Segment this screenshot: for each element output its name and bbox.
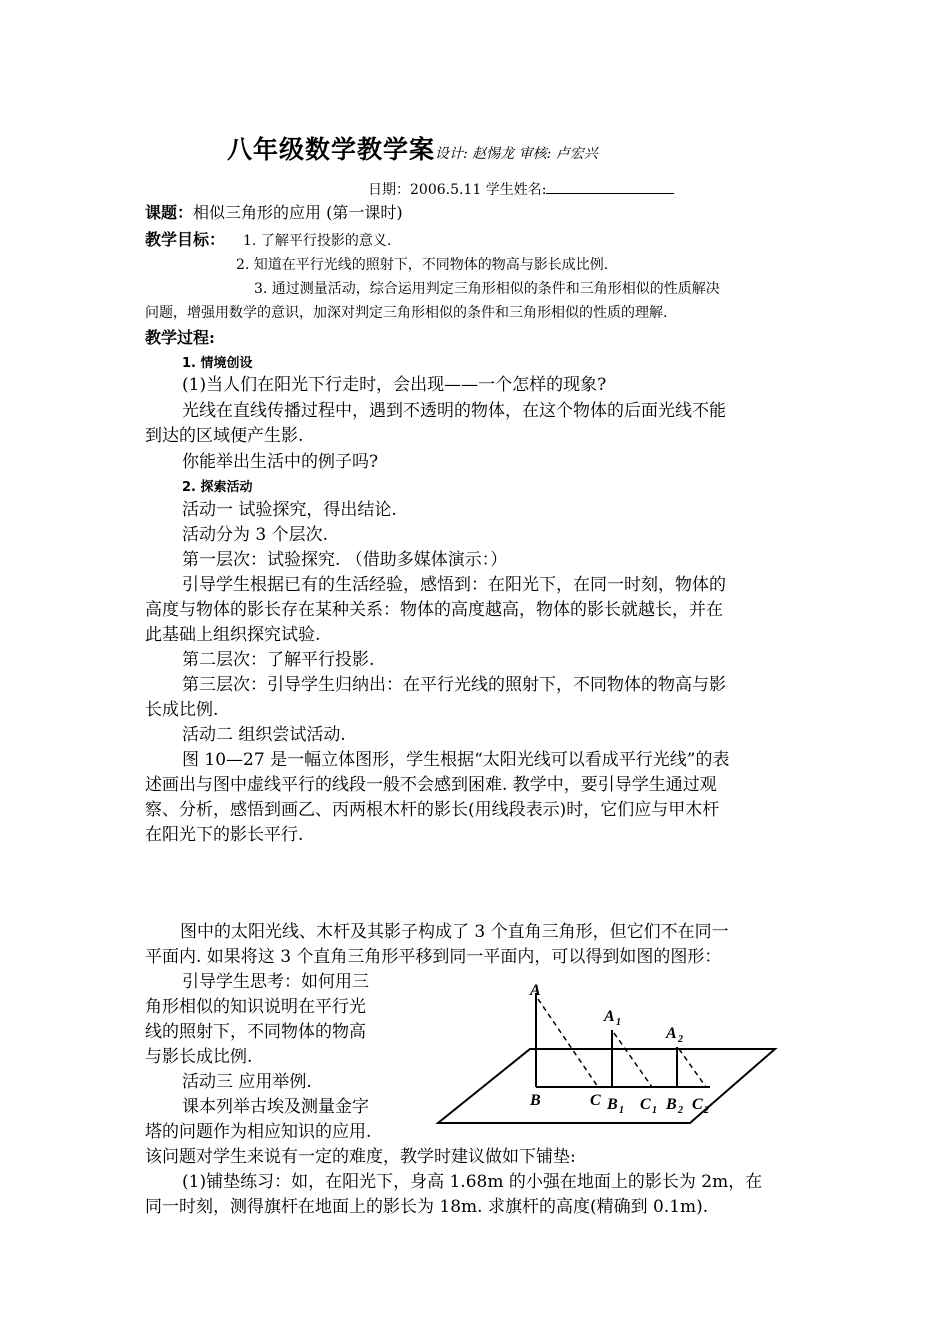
activity-1-f2: 长成比例.	[145, 700, 219, 720]
question-1b: 平面内. 如果将这 3 个直角三角形平移到同一平面内，可以得到如图的图形：	[145, 947, 722, 967]
label-C2-sub: 2	[704, 1105, 709, 1116]
activity-1: 活动一 试验探究，得出结论.	[182, 500, 397, 520]
activity-1-f1: 第三层次：引导学生归纳出：在平行光线的照射下，不同物体的物高与影	[182, 675, 726, 695]
label-B1-sub: 1	[619, 1105, 624, 1116]
think-4: 与影长成比例.	[145, 1047, 253, 1067]
label-B2: B	[666, 1096, 677, 1113]
label-B2-sub: 2	[678, 1105, 683, 1116]
think-2: 角形相似的知识说明在平行光	[145, 997, 366, 1017]
exercise-1b: 同一时刻，测得旗杆在地面上的影长为 18m. 求旗杆的高度(精确到 0.1m).	[145, 1197, 709, 1217]
exercise-1a: (1)铺垫练习：如，在阳光下，身高 1.68m 的小强在地面上的影长为 2m，在	[182, 1172, 763, 1192]
para-3: 你能举出生活中的例子吗?	[182, 452, 379, 472]
label-A2: A	[666, 1025, 677, 1042]
label-A: A	[530, 982, 541, 999]
ray-AC	[538, 999, 598, 1087]
label-B: B	[530, 1092, 541, 1109]
goal-2: 2. 知道在平行光线的照射下，不同物体的物高与影长成比例.	[236, 257, 609, 273]
para-2b: 到达的区域便产生影.	[145, 426, 304, 446]
date-and-student: 日期：2006.5.11 学生姓名:	[368, 182, 547, 198]
topic-label: 课题：	[145, 203, 194, 222]
activity-3-b3: 该问题对学生来说有一定的难度，教学时建议做如下铺垫:	[145, 1147, 576, 1167]
section-2-heading: 2. 探索活动	[182, 480, 253, 495]
activity-2-b3: 察、分析，感悟到画乙、丙两根木杆的影长(用线段表示)时，它们应与甲木杆	[145, 800, 720, 820]
activity-2-b2: 述画出与图中虚线平行的线段一般不会感到困难. 教学中，要引导学生通过观	[145, 775, 717, 795]
label-C1-sub: 1	[652, 1105, 657, 1116]
label-A1: A	[604, 1008, 615, 1025]
activity-1-c: 第一层次：试验探究. （借助多媒体演示：）	[182, 550, 508, 570]
label-C2: C	[692, 1096, 703, 1113]
topic-text: 相似三角形的应用 (第一课时)	[193, 203, 403, 222]
goals-row	[145, 230, 391, 251]
think-1: 引导学生思考：如何用三	[182, 972, 369, 992]
activity-1-d3: 此基础上组织探究试验.	[145, 625, 321, 645]
para-1: (1)当人们在阳光下行走时，会出现——一个怎样的现象?	[182, 375, 607, 395]
process-label: 教学过程:	[145, 328, 215, 347]
activity-1-b: 活动分为 3 个层次.	[182, 525, 329, 545]
section-1-heading: 1. 情境创设	[182, 356, 253, 371]
activity-1-d1: 引导学生根据已有的生活经验，感悟到：在阳光下，在同一时刻，物体的	[182, 575, 726, 595]
activity-2-b4: 在阳光下的影长平行.	[145, 825, 304, 845]
label-C1: C	[640, 1096, 651, 1113]
header-row	[227, 135, 598, 164]
activity-3: 活动三 应用举例.	[182, 1072, 312, 1092]
topic-row	[145, 203, 403, 223]
goals-label: 教学目标：	[145, 230, 226, 249]
ray-A2C2	[679, 1049, 706, 1087]
para-2a: 光线在直线传播过程中，遇到不透明的物体，在这个物体的后面光线不能	[182, 401, 726, 421]
page-title: 八年级数学教学案	[227, 135, 436, 164]
activity-3-b1: 课本列举古埃及测量金字	[182, 1097, 369, 1117]
label-C: C	[590, 1092, 601, 1109]
think-3: 线的照射下，不同物体的物高	[145, 1022, 366, 1042]
similar-triangles-figure	[430, 975, 790, 1135]
activity-2: 活动二 组织尝试活动.	[182, 725, 346, 745]
date-row	[368, 179, 674, 200]
goal-1: 1. 了解平行投影的意义.	[243, 233, 392, 249]
question-1a: 图中的太阳光线、木杆及其影子构成了 3 个直角三角形，但它们不在同一	[180, 922, 729, 942]
goal-3a: 3. 通过测量活动，综合运用判定三角形相似的条件和三角形相似的性质解决	[254, 281, 720, 297]
goal-3b: 问题，增强用数学的意识，加深对判定三角形相似的条件和三角形相似的性质的理解.	[145, 305, 668, 321]
activity-1-d2: 高度与物体的影长存在某种关系：物体的高度越高，物体的影长就越长，并在	[145, 600, 723, 620]
student-name-blank	[546, 179, 674, 194]
label-B1: B	[607, 1096, 618, 1113]
label-A2-sub: 2	[678, 1034, 683, 1045]
activity-3-b2: 塔的问题作为相应知识的应用.	[145, 1122, 372, 1142]
designer-info: 设计: 赵惕龙 审核: 卢宏兴	[435, 146, 598, 162]
label-A1-sub: 1	[616, 1017, 621, 1028]
activity-1-e: 第二层次：了解平行投影.	[182, 650, 375, 670]
ray-A1C1	[614, 1033, 652, 1087]
activity-2-b1: 图 10—27 是一幅立体图形，学生根据“太阳光线可以看成平行光线”的表	[182, 750, 730, 770]
